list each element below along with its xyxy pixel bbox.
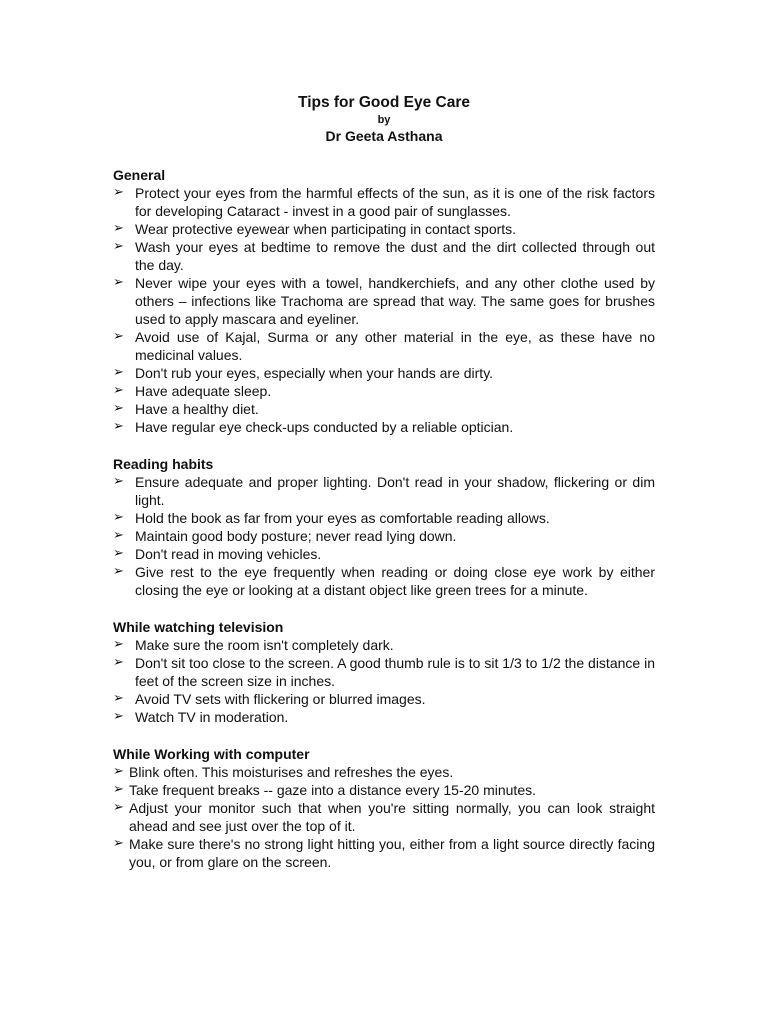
arrow-bullet-icon: ➢ xyxy=(113,764,124,779)
list-item-text: Watch TV in moderation. xyxy=(135,709,289,725)
section-television xyxy=(113,618,655,726)
arrow-bullet-icon: ➢ xyxy=(113,637,124,652)
arrow-bullet-icon: ➢ xyxy=(113,564,124,579)
list-item xyxy=(113,400,655,418)
list-item xyxy=(113,364,655,382)
list-item-text: Adjust your monitor such that when you're sitting normally, you can look straight ahead and see just over the top of it. xyxy=(129,800,655,834)
list-item xyxy=(113,563,655,599)
arrow-bullet-icon: ➢ xyxy=(113,329,124,344)
list-item-text: Wear protective eyewear when participating in contact sports. xyxy=(135,221,517,237)
list-item-text: Avoid TV sets with flickering or blurred images. xyxy=(135,691,426,707)
list-item-text: Have a healthy diet. xyxy=(135,401,259,417)
arrow-bullet-icon: ➢ xyxy=(113,691,124,706)
list-item-text: Make sure the room isn't completely dark. xyxy=(135,637,394,653)
section-computer xyxy=(113,745,655,871)
document-body xyxy=(113,166,655,890)
list-item xyxy=(113,473,655,509)
arrow-bullet-icon: ➢ xyxy=(113,528,124,543)
list-item xyxy=(113,274,655,328)
list-item xyxy=(113,835,655,871)
arrow-bullet-icon: ➢ xyxy=(113,546,124,561)
bullet-list xyxy=(113,184,655,436)
byline-label: by xyxy=(377,114,391,126)
bullet-list xyxy=(113,473,655,599)
list-item xyxy=(113,527,655,545)
list-item-text: Don't read in moving vehicles. xyxy=(135,546,322,562)
list-item-text: Take frequent breaks -- gaze into a distance every 15-20 minutes. xyxy=(129,782,536,798)
list-item-text: Avoid use of Kajal, Surma or any other material in the eye, as these have no medicinal values. xyxy=(135,329,655,363)
arrow-bullet-icon: ➢ xyxy=(113,239,124,254)
list-item xyxy=(113,184,655,220)
list-item xyxy=(113,238,655,274)
section-general xyxy=(113,166,655,436)
arrow-bullet-icon: ➢ xyxy=(113,275,124,290)
arrow-bullet-icon: ➢ xyxy=(113,782,124,797)
section-reading-habits xyxy=(113,455,655,599)
arrow-bullet-icon: ➢ xyxy=(113,383,124,398)
list-item xyxy=(113,220,655,238)
list-item-text: Have adequate sleep. xyxy=(135,383,272,399)
list-item-text: Wash your eyes at bedtime to remove the dust and the dirt collected through out the day. xyxy=(135,239,655,273)
arrow-bullet-icon: ➢ xyxy=(113,800,124,815)
list-item-text: Don't rub your eyes, especially when your hands are dirty. xyxy=(135,365,494,381)
list-item-text: Maintain good body posture; never read lying down. xyxy=(135,528,457,544)
title-block xyxy=(0,93,768,145)
arrow-bullet-icon: ➢ xyxy=(113,185,124,200)
list-item xyxy=(113,690,655,708)
list-item xyxy=(113,781,655,799)
list-item-text: Protect your eyes from the harmful effects of the sun, as it is one of the risk factors for developing Cataract - invest in a good pair of sunglasses. xyxy=(135,185,655,219)
arrow-bullet-icon: ➢ xyxy=(113,365,124,380)
list-item xyxy=(113,636,655,654)
bullet-list xyxy=(113,763,655,871)
arrow-bullet-icon: ➢ xyxy=(113,709,124,724)
section-heading: While Working with computer xyxy=(113,746,310,762)
arrow-bullet-icon: ➢ xyxy=(113,474,124,489)
arrow-bullet-icon: ➢ xyxy=(113,836,124,851)
bullet-list xyxy=(113,636,655,726)
list-item-text: Give rest to the eye frequently when reading or doing close eye work by either closing the eye or looking at a distant object like green trees for a minute. xyxy=(135,564,655,598)
list-item-text: Hold the book as far from your eyes as comfortable reading allows. xyxy=(135,510,550,526)
arrow-bullet-icon: ➢ xyxy=(113,221,124,236)
arrow-bullet-icon: ➢ xyxy=(113,419,124,434)
list-item-text: Never wipe your eyes with a towel, handkerchiefs, and any other clothe used by others – infections like Trachoma are spread that way. The same goes for brushes used to apply mascara and eyeliner. xyxy=(135,275,655,327)
list-item-text: Don't sit too close to the screen. A good thumb rule is to sit 1/3 to 1/2 the distance in feet of the screen size in inches. xyxy=(135,655,655,689)
list-item xyxy=(113,545,655,563)
list-item xyxy=(113,328,655,364)
section-heading: While watching television xyxy=(113,619,284,635)
document-title: Tips for Good Eye Care xyxy=(298,94,470,111)
list-item xyxy=(113,708,655,726)
author-name: Dr Geeta Asthana xyxy=(325,128,443,144)
section-heading: General xyxy=(113,167,166,183)
arrow-bullet-icon: ➢ xyxy=(113,401,124,416)
list-item xyxy=(113,382,655,400)
list-item-text: Have regular eye check-ups conducted by a reliable optician. xyxy=(135,419,514,435)
section-heading: Reading habits xyxy=(113,456,214,472)
arrow-bullet-icon: ➢ xyxy=(113,655,124,670)
list-item-text: Make sure there's no strong light hitting you, either from a light source directly facing you, or from glare on the screen. xyxy=(129,836,655,870)
list-item xyxy=(113,799,655,835)
list-item xyxy=(113,418,655,436)
list-item xyxy=(113,654,655,690)
list-item xyxy=(113,509,655,527)
arrow-bullet-icon: ➢ xyxy=(113,510,124,525)
list-item-text: Blink often. This moisturises and refreshes the eyes. xyxy=(129,764,454,780)
list-item-text: Ensure adequate and proper lighting. Don't read in your shadow, flickering or dim light. xyxy=(135,474,655,508)
list-item xyxy=(113,763,655,781)
